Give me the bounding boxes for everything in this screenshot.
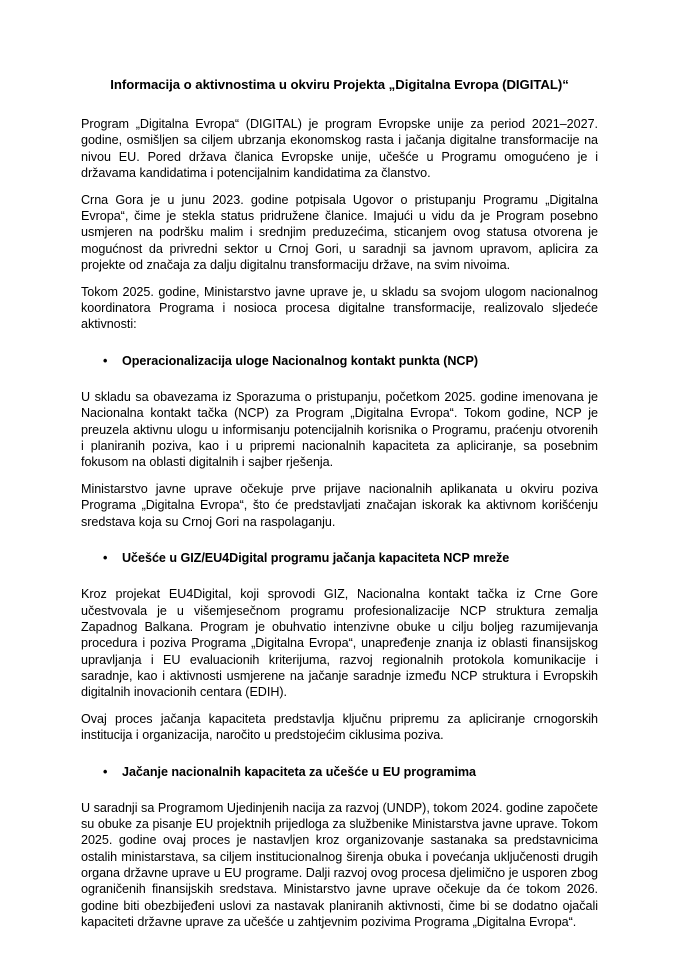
section-3-paragraph-1: U saradnji sa Programom Ujedinjenih nacija za razvoj (UNDP), tokom 2024. godine započete su obuke za pisanje EU projektnih prijedloga za službenike Ministarstva javne uprave. Tokom 2025. godine ovaj proces je nastavljen kroz organizovanje sastanaka sa predstavnicima ostalih ministarstava, sa ciljem institucionalnog širenja obuka i povećanja uključenosti drugih organa državne uprave u EU programe. Dalji razvoj ovog procesa djelimično je usporen zbog ograničenih finansijskih sredstava. Ministarstvo javne uprave očekuje da će tokom 2026. godine biti obezbijeđeni uslovi za nastavak planiranih aktivnosti, čime bi se dodatno ojačali kapaciteti državne uprave za učešće u zahtjevnim pozivima Programa „Digitalna Evropa“. <box>81 800 598 929</box>
section-heading-label: Učešće u GIZ/EU4Digital programu jačanja kapaciteta NCP mreže <box>122 551 510 566</box>
section-1-paragraph-2: Ministarstvo javne uprave očekuje prve prijave nacionalnih aplikanata u okviru poziva Programa „Digitalna Evropa“, što će predstavljati značajan iskorak ka aktivnom korišćenju sredstava koja su Crnoj Gori na raspolaganju. <box>81 482 598 529</box>
section-2-heading-list <box>81 550 598 566</box>
intro-paragraph-3: Tokom 2025. godine, Ministarstvo javne uprave je, u skladu sa svojom ulogom nacionalnog koordinatora Programa i nosioca procesa digitalne transformacije, realizovalo sljedeće aktivnosti: <box>81 284 598 332</box>
section-heading-operacionalizacija-ncp <box>81 353 598 369</box>
bullet-icon: • <box>103 551 108 566</box>
spacer <box>81 380 598 389</box>
section-heading-giz-eu4digital <box>81 550 598 566</box>
intro-paragraph-1: Program „Digitalna Evropa“ (DIGITAL) je program Evropske unije za period 2021–2027. godine, osmišljen sa ciljem ubrzanja ekonomskog rasta i jačanja digitalne transformacije na nivou EU. Pored država članica Evropske unije, učešće u Programu omogućeno je i državama kandidatima i potencijalnim kandidatima za članstvo. <box>81 117 598 181</box>
section-heading-label: Operacionalizacija uloge Nacionalnog kontakt punkta (NCP) <box>122 354 479 369</box>
spacer <box>81 577 598 586</box>
spacer <box>81 343 598 353</box>
section-heading-label: Jačanje nacionalnih kapaciteta za učešće u EU programima <box>122 764 477 779</box>
spacer <box>81 791 598 800</box>
section-1-paragraph-1: U skladu sa obavezama iz Sporazuma o pristupanju, početkom 2025. godine imenovana je Nacionalna kontakt tačka (NCP) za Program „Digitalna Evropa“. Tokom godine, NCP je preuzela aktivnu ulogu u informisanju potencijalnih korisnika o Programu, praćenju otvorenih i planiranih poziva, kao i u pripremi nacionalnih kapaciteta za apliciranje, sa posebnim fokusom na oblasti digitalnih i sajber rješenja. <box>81 390 598 470</box>
section-1-heading-list <box>81 353 598 369</box>
intro-paragraph-2: Crna Gora je u junu 2023. godine potpisala Ugovor o pristupanju Programu „Digitalna Evropa“, čime je stekla status pridružene članice. Imajući u vidu da je Program posebno usmjeren na podršku malim i srednjim preduzećima, sticanjem ovog statusa otvorena je mogućnost da privredni sektor u Crnoj Gori, u saradnji sa javnom upravom, aplicira za projekte od značaja za dalju digitalnu transformaciju države, na svim nivoima. <box>81 192 598 273</box>
spacer <box>81 754 598 764</box>
spacer <box>81 540 598 550</box>
page-title: Informacija o aktivnostima u okviru Projekta „Digitalna Evropa (DIGITAL)“ <box>110 77 569 92</box>
bullet-icon: • <box>103 354 108 369</box>
section-3-heading-list <box>81 764 598 780</box>
section-heading-jacanje-kapaciteta <box>81 764 598 780</box>
section-2-paragraph-2: Ovaj proces jačanja kapaciteta predstavlja ključnu pripremu za apliciranje crnogorskih institucija i organizacija, naročito u predstojećim ciklusima poziva. <box>81 711 598 743</box>
bullet-icon: • <box>103 764 108 779</box>
section-2-paragraph-1: Kroz projekat EU4Digital, koji sprovodi GIZ, Nacionalna kontakt tačka iz Crne Gore učestvovala je u višemjesečnom programu profesionalizacije NCP struktura zemalja Zapadnog Balkana. Program je obuhvatio intenzivne obuke u cilju boljeg razumijevanja procedura i poziva Programa „Digitalna Evropa“, unapređenje znanja iz oblasti finansijskog upravljanja i EU evaluacionih kriterijuma, razvoj regionalnih protokola komunikacije i saradnje, kao i aktivnosti usmjerene na jačanje saradnje između NCP struktura i Evropskih digitalnih inovacionih centara (EDIH). <box>81 587 598 700</box>
